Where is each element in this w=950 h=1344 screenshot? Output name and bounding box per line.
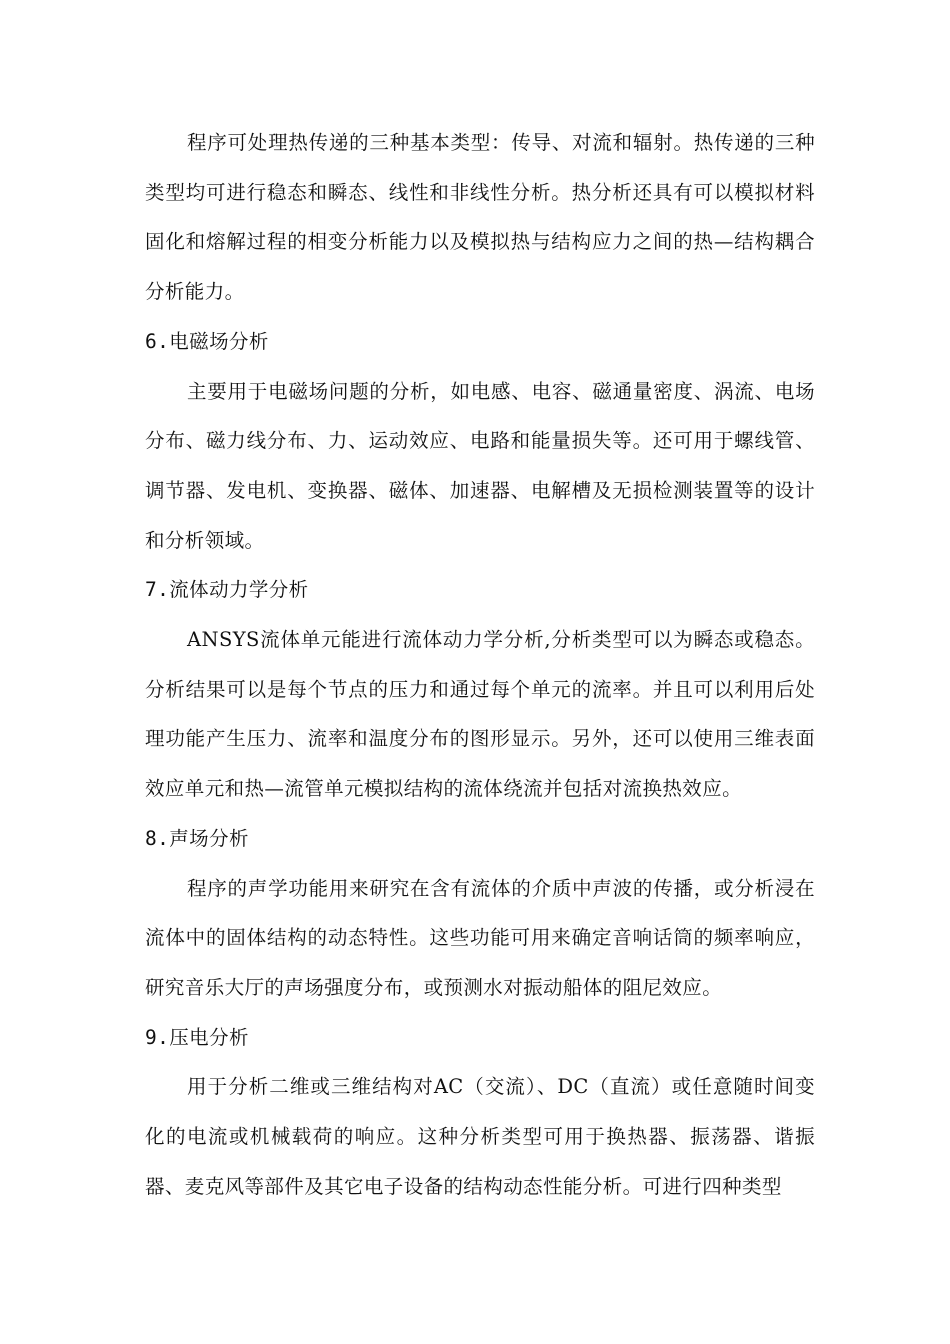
section-heading-electromagnetic: 6.电磁场分析 [145,329,269,353]
section-heading-acoustic: 8.声场分析 [145,826,249,850]
section-heading-fluid-dynamics: 7.流体动力学分析 [145,578,309,602]
section-heading-piezoelectric: 9.压电分析 [145,1025,249,1049]
section-paragraph-electromagnetic: 主要用于电磁场问题的分析，如电感、电容、磁通量密度、涡流、电场分布、磁力线分布、力、运动效应、电路和能量损失等。还可用于螺线管、调节器、发电机、变换器、磁体、加速器、电解槽及无损检测装置等的设计和分析领域。 [145,379,815,552]
intro-paragraph: 程序可处理热传递的三种基本类型：传导、对流和辐射。热传递的三种类型均可进行稳态和瞬态、线性和非线性分析。热分析还具有可以模拟材料固化和熔解过程的相变分析能力以及模拟热与结构应力之间的热—结构耦合分析能力。 [145,131,815,304]
section-paragraph-acoustic: 程序的声学功能用来研究在含有流体的介质中声波的传播，或分析浸在流体中的固体结构的动态特性。这些功能可用来确定音响话筒的频率响应，研究音乐大厅的声场强度分布，或预测水对振动船体的阻尼效应。 [145,876,815,999]
section-paragraph-piezoelectric: 用于分析二维或三维结构对AC（交流）、DC（直流）或任意随时间变化的电流或机械载荷的响应。这种分析类型可用于换热器、振荡器、谐振器、麦克风等部件及其它电子设备的结构动态性能分析。可进行四种类型 [145,1075,815,1198]
document-body [145,118,815,1211]
section-paragraph-fluid-dynamics: ANSYS流体单元能进行流体动力学分析,分析类型可以为瞬态或稳态。分析结果可以是每个节点的压力和通过每个单元的流率。并且可以利用后处理功能产生压力、流率和温度分布的图形显示。另外，还可以使用三维表面效应单元和热—流管单元模拟结构的流体绕流并包括对流换热效应。 [145,628,815,801]
